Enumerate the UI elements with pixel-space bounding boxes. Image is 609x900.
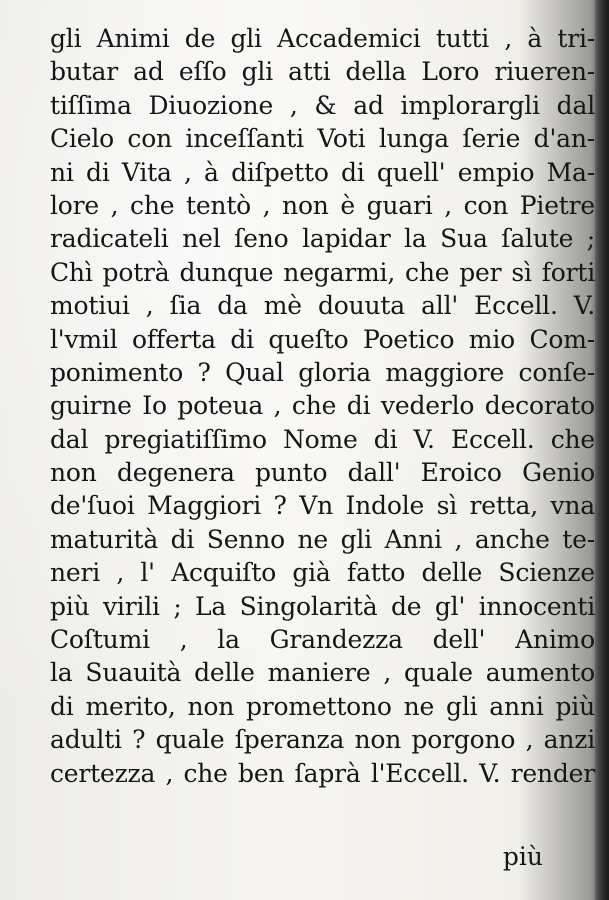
text-line: Chì potrà dunque negarmi, che per sì forti — [50, 257, 595, 287]
text-line: Coſtumi , la Grandezza dell' Animo — [50, 625, 595, 655]
text-line: ponimento ? Qual gloria maggiore conſe- — [50, 357, 595, 387]
text-line: adulti ? quale ſperanza non porgono , anzi — [50, 725, 595, 755]
text-line: più virili ; La Singolarità de gl' innocenti — [50, 591, 595, 621]
page-body-text — [50, 22, 595, 790]
text-line: di merito, non promettono ne gli anni più — [50, 691, 595, 721]
text-line: guirne Io poteua , che di vederlo decorato — [50, 391, 595, 421]
text-line: motiui , ſia da mè douuta all' Eccell. V. — [50, 291, 595, 321]
text-line: gli Animi de gli Accademici tutti , à tri- — [50, 24, 595, 53]
text-line: radicateli nel ſeno lapidar la Sua ſalute ; — [50, 224, 595, 254]
text-line: maturità di Senno ne gli Anni , anche te- — [50, 524, 595, 554]
text-line: de'ſuoi Maggiori ? Vn Indole sì retta, vna — [50, 491, 595, 521]
text-line: la Suauità delle maniere , quale aumento — [50, 658, 595, 688]
text-line: non degenera punto dall' Eroico Genio — [50, 458, 595, 488]
text-line: dal pregiatiſſimo Nome di V. Eccell. che — [50, 424, 595, 454]
text-line: tiſſima Diuozione , & ad implorargli dal — [50, 90, 595, 120]
catchword: più — [502, 842, 543, 871]
text-line: certezza , che ben ſaprà l'Eccell. V. render — [50, 758, 595, 788]
text-line: butar ad eſſo gli atti della Loro riueren- — [50, 57, 595, 87]
page-edge-shadow — [595, 0, 609, 900]
text-line: Cielo con inceſſanti Voti lunga ſerie d'an- — [50, 124, 595, 154]
text-line: ni di Vita , à diſpetto di quell' empio Ma- — [50, 157, 595, 187]
text-line: l'vmil offerta di queſto Poetico mio Com- — [50, 324, 595, 354]
text-line: neri , l' Acquiſto già fatto delle Scienze — [50, 558, 595, 588]
text-line: lore , che tentò , non è guari , con Pietre — [50, 190, 595, 220]
